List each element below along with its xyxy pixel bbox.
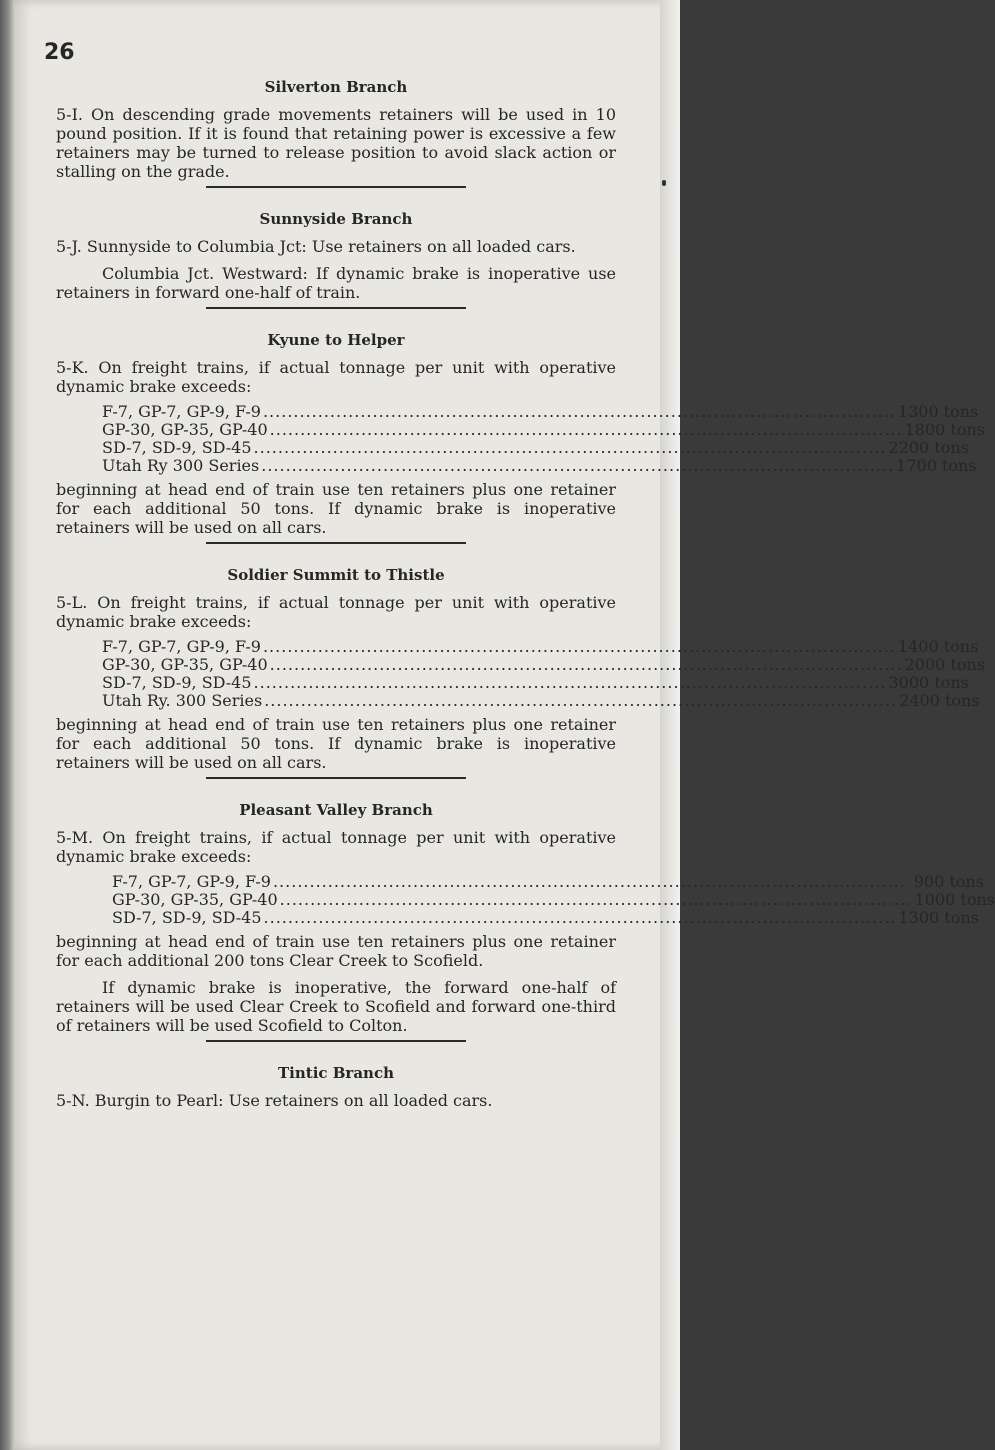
- leader-dots: ........................................................................................................: [262, 637, 896, 656]
- leader-dots: ........................................................................................................: [269, 655, 903, 674]
- tonnage-row: [102, 637, 979, 656]
- leader-dots: ........................................................................................................: [264, 691, 898, 710]
- tonnage-value: 2400 tons: [899, 691, 980, 710]
- locomotive-class: GP-30, GP-35, GP-40: [102, 420, 268, 439]
- leader-dots: ........................................................................................................: [279, 890, 913, 909]
- tonnage-value: 1800 tons: [904, 420, 985, 439]
- locomotive-class: F-7, GP-7, GP-9, F-9: [102, 637, 261, 656]
- rule-5-i: 5-I. On descending grade movements retainers will be used in 10 pound position. If it is found that retaining power is excessive a few retainers may be turned to release position to avoid slack action or stalling on the grade.: [56, 105, 616, 181]
- leader-dots: ........................................................................................................: [261, 456, 895, 475]
- section-pleasant-valley-branch: [56, 801, 995, 1042]
- tonnage-value: 1300 tons: [897, 402, 979, 421]
- leader-dots: ........................................................................................................: [269, 420, 903, 439]
- section-heading: Tintic Branch: [278, 1064, 394, 1082]
- section-sunnyside-branch: [56, 210, 616, 309]
- section-divider: [206, 542, 466, 544]
- tonnage-row: [102, 438, 969, 457]
- leader-dots: ........................................................................................................: [253, 438, 887, 457]
- section-heading: Pleasant Valley Branch: [239, 801, 433, 819]
- rule-5-k-closing: beginning at head end of train use ten retainers plus one retainer for each additional 50 tons. If dynamic brake is inoperative retainers will be used on all cars.: [56, 480, 616, 537]
- tonnage-value: 1300 tons: [898, 908, 979, 927]
- locomotive-class: GP-30, GP-35, GP-40: [102, 655, 268, 674]
- rule-5-m-closing: beginning at head end of train use ten retainers plus one retainer for each additional 200 tons Clear Creek to Scofield.: [56, 932, 616, 970]
- leader-dots: ........................................................................................................: [263, 908, 897, 927]
- locomotive-class: Utah Ry. 300 Series: [102, 691, 263, 710]
- tonnage-table: [112, 872, 995, 927]
- section-divider: [206, 186, 466, 188]
- section-divider: [206, 307, 466, 309]
- tonnage-row: [102, 655, 985, 674]
- tonnage-row: [102, 420, 985, 439]
- tonnage-value: 1400 tons: [897, 637, 979, 656]
- locomotive-class: GP-30, GP-35, GP-40: [112, 890, 278, 909]
- page-number: 26: [44, 40, 75, 65]
- tonnage-row: [112, 890, 995, 909]
- locomotive-class: SD-7, SD-9, SD-45: [112, 908, 262, 927]
- leader-dots: ........................................................................................................: [272, 872, 906, 891]
- tonnage-value: 2200 tons: [888, 438, 969, 457]
- section-heading: Soldier Summit to Thistle: [227, 566, 445, 584]
- locomotive-class: F-7, GP-7, GP-9, F-9: [112, 872, 271, 891]
- leader-dots: ........................................................................................................: [253, 673, 887, 692]
- section-tintic-branch: [56, 1064, 616, 1110]
- tonnage-value: 900 tons: [913, 872, 984, 891]
- section-divider: [206, 1040, 466, 1042]
- rule-5-n: 5-N. Burgin to Pearl: Use retainers on all loaded cars.: [56, 1091, 493, 1110]
- section-heading: Kyune to Helper: [267, 331, 405, 349]
- tonnage-table: [102, 402, 985, 475]
- page-edge: [660, 0, 680, 1450]
- tonnage-row: [102, 691, 980, 710]
- rule-5-j-westward: Columbia Jct. Westward: If dynamic brake is inoperative use retainers in forward one-half of train.: [56, 264, 616, 302]
- tonnage-row: [102, 673, 969, 692]
- tonnage-value: 1700 tons: [896, 456, 977, 475]
- locomotive-class: F-7, GP-7, GP-9, F-9: [102, 402, 261, 421]
- tonnage-row: [112, 908, 979, 927]
- rule-5-l-intro: 5-L. On freight trains, if actual tonnage per unit with operative dynamic brake exceeds:: [56, 593, 616, 631]
- locomotive-class: SD-7, SD-9, SD-45: [102, 438, 252, 457]
- tonnage-value: 2000 tons: [904, 655, 985, 674]
- binding-edge: [0, 0, 14, 1450]
- page-content: [56, 78, 995, 1132]
- tonnage-value: 1000 tons: [914, 890, 995, 909]
- tonnage-row: [102, 456, 977, 475]
- rule-5-m-inoperative: If dynamic brake is inoperative, the forward one-half of retainers will be used Clear Creek to Scofield and forward one-third of retainers will be used Scofield to Colton.: [56, 978, 616, 1035]
- locomotive-class: SD-7, SD-9, SD-45: [102, 673, 252, 692]
- section-divider: [206, 777, 466, 779]
- rule-5-k-intro: 5-K. On freight trains, if actual tonnage per unit with operative dynamic brake exceeds:: [56, 358, 616, 396]
- rule-5-j: 5-J. Sunnyside to Columbia Jct: Use retainers on all loaded cars.: [56, 237, 576, 256]
- leader-dots: ........................................................................................................: [262, 402, 896, 421]
- paper-speck: [662, 180, 666, 186]
- section-heading: Silverton Branch: [264, 78, 408, 96]
- section-heading: Sunnyside Branch: [259, 210, 413, 228]
- tonnage-value: 3000 tons: [888, 673, 969, 692]
- tonnage-row: [112, 872, 984, 891]
- section-soldier-summit-to-thistle: [56, 566, 985, 779]
- tonnage-table: [102, 637, 985, 710]
- rule-5-l-closing: beginning at head end of train use ten retainers plus one retainer for each additional 50 tons. If dynamic brake is inoperative retainers will be used on all cars.: [56, 715, 616, 772]
- document-page: [14, 0, 995, 1450]
- locomotive-class: Utah Ry 300 Series: [102, 456, 260, 475]
- section-kyune-to-helper: [56, 331, 985, 544]
- section-silverton-branch: [56, 78, 616, 188]
- rule-5-m-intro: 5-M. On freight trains, if actual tonnage per unit with operative dynamic brake exceeds:: [56, 828, 616, 866]
- tonnage-row: [102, 402, 979, 421]
